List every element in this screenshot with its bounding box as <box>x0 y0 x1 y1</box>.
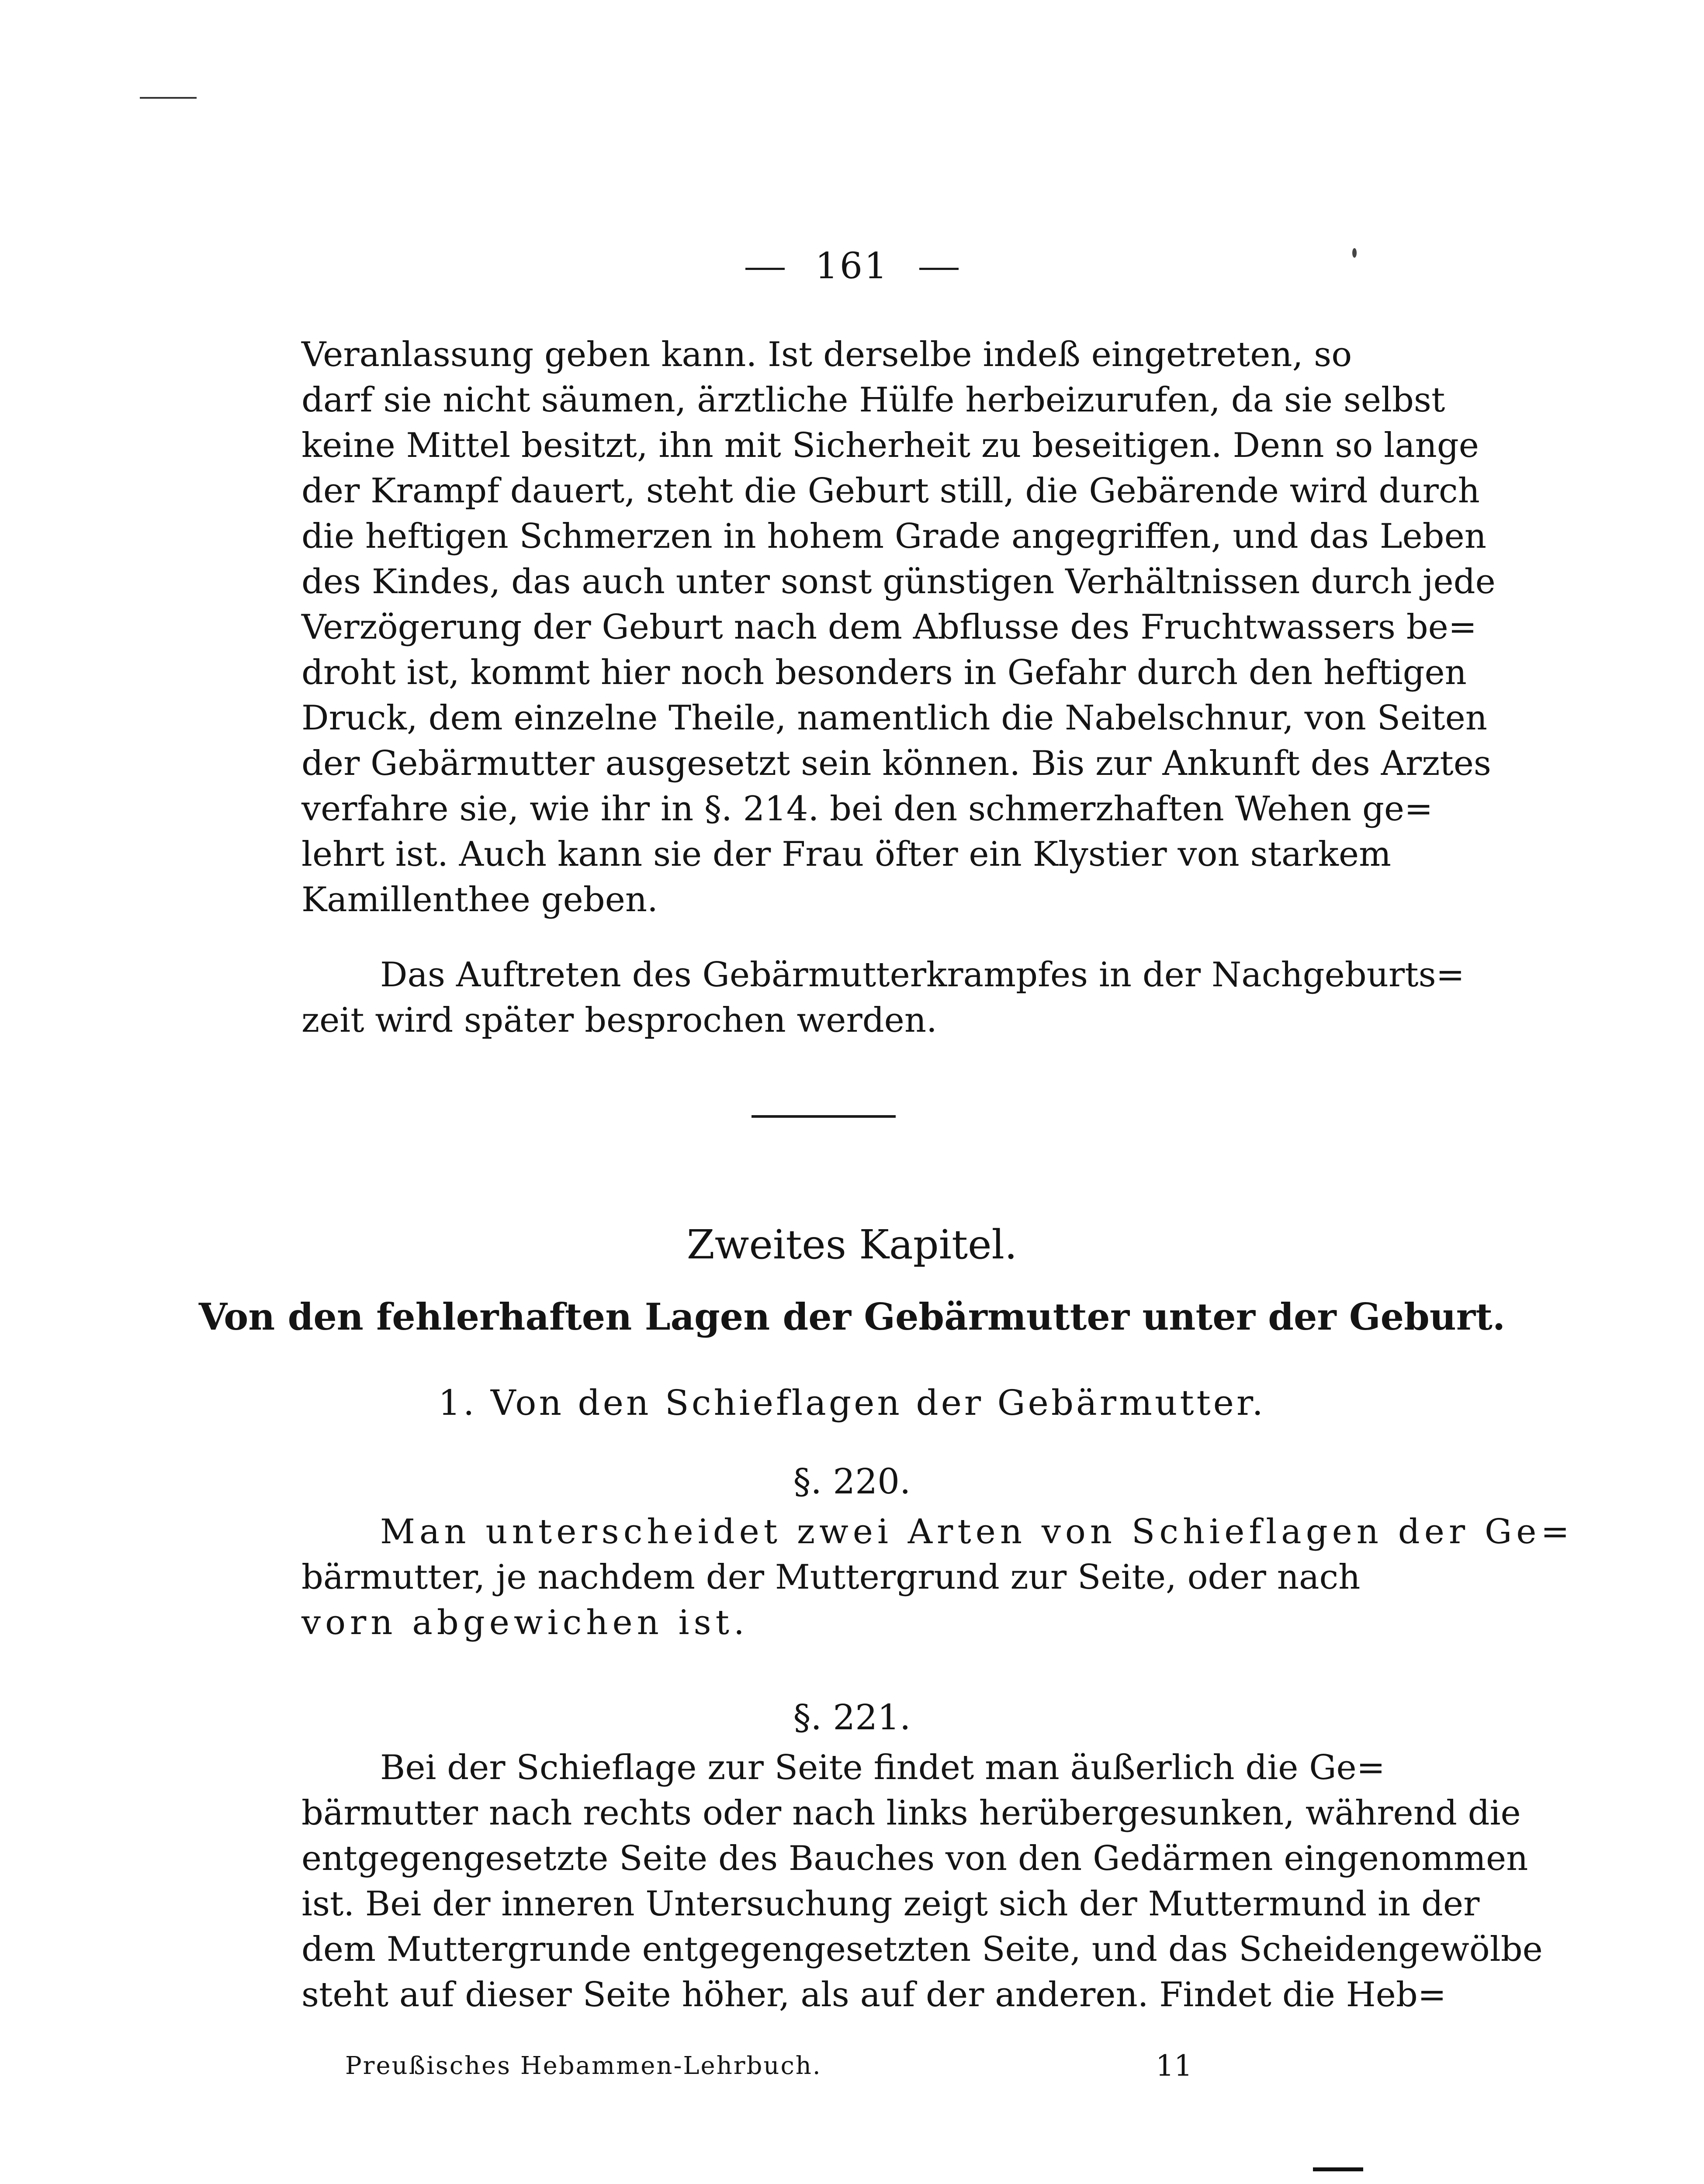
paragraph-221 <box>301 1745 1543 2018</box>
scan-mark-bottom-right <box>1313 2167 1363 2171</box>
chapter-title: Zweites Kapitel. <box>686 1221 1018 1268</box>
top-paragraph <box>301 332 1496 923</box>
second-paragraph <box>301 952 1465 1043</box>
header-right-dash <box>919 268 959 270</box>
text-line: der Krampf dauert, steht die Geburt still, die Gebärende wird durch <box>301 471 1480 511</box>
paragraph-220 <box>301 1509 1574 1645</box>
text-line: lehrt ist. Auch kann sie der Frau öfter ein Klystier von starkem <box>301 835 1392 874</box>
text-line: steht auf dieser Seite höher, als auf der anderen. Findet die Heb= <box>301 1975 1447 2015</box>
text-line: zeit wird später besprochen werden. <box>301 1001 937 1040</box>
text-line: ist. Bei der inneren Untersuchung zeigt sich der Muttermund in der <box>301 1884 1480 1924</box>
text-line: bärmutter nach rechts oder nach links herübergesunken, während die <box>301 1794 1521 1833</box>
text-line: entgegengesetzte Seite des Bauches von den Gedärmen eingenommen <box>301 1839 1528 1878</box>
text-line: Man unterscheidet zwei Arten von Schieflagen der Ge= <box>380 1512 1574 1552</box>
text-line: Druck, dem einzelne Theile, namentlich die Nabelschnur, von Seiten <box>301 698 1487 738</box>
text-line: der Gebärmutter ausgesetzt sein können. Bis zur Ankunft des Arztes <box>301 744 1491 783</box>
page-header <box>0 245 1704 288</box>
text-line: keine Mittel besitzt, ihn mit Sicherheit zu beseitigen. Denn so lange <box>301 426 1479 465</box>
paragraph-number: §. 221. <box>793 1697 911 1738</box>
text-line: droht ist, kommt hier noch besonders in Gefahr durch den heftigen <box>301 653 1467 692</box>
text-line: vorn abgewichen ist. <box>301 1603 749 1642</box>
page-number: 161 <box>815 245 889 287</box>
text-line: Das Auftreten des Gebärmutterkrampfes in der Nachgeburts= <box>380 955 1465 995</box>
paragraph-number: §. 220. <box>793 1461 911 1502</box>
header-left-dash <box>745 268 785 270</box>
text-line: verfahre sie, wie ihr in §. 214. bei den schmerzhaften Wehen ge= <box>301 789 1433 829</box>
text-line: bärmutter, je nachdem der Muttergrund zur Seite, oder nach <box>301 1558 1361 1597</box>
text-line: Bei der Schieflage zur Seite findet man äußerlich die Ge= <box>380 1748 1385 1787</box>
scan-mark-top-left <box>140 97 197 99</box>
section-divider <box>752 1115 896 1118</box>
footer-signature-mark: 11 <box>1156 2049 1192 2083</box>
text-line: des Kindes, das auch unter sonst günstigen Verhältnissen durch jede <box>301 562 1496 601</box>
text-line: Kamillenthee geben. <box>301 880 658 919</box>
text-line: die heftigen Schmerzen in hohem Grade angegriffen, und das Leben <box>301 517 1486 556</box>
text-line: darf sie nicht säumen, ärztliche Hülfe herbeizurufen, da sie selbst <box>301 380 1445 420</box>
chapter-subtitle: Von den fehlerhaften Lagen der Gebärmutter unter der Geburt. <box>198 1295 1506 1338</box>
section-title: 1. Von den Schieflagen der Gebärmutter. <box>438 1382 1266 1423</box>
footer-book-title: Preußisches Hebammen-Lehrbuch. <box>345 2052 822 2080</box>
text-line: Verzögerung der Geburt nach dem Abflusse des Fruchtwassers be= <box>301 608 1477 647</box>
text-line: Veranlassung geben kann. Ist derselbe indeß eingetreten, so <box>301 335 1352 374</box>
text-line: dem Muttergrunde entgegengesetzten Seite, und das Scheidengewölbe <box>301 1930 1543 1969</box>
